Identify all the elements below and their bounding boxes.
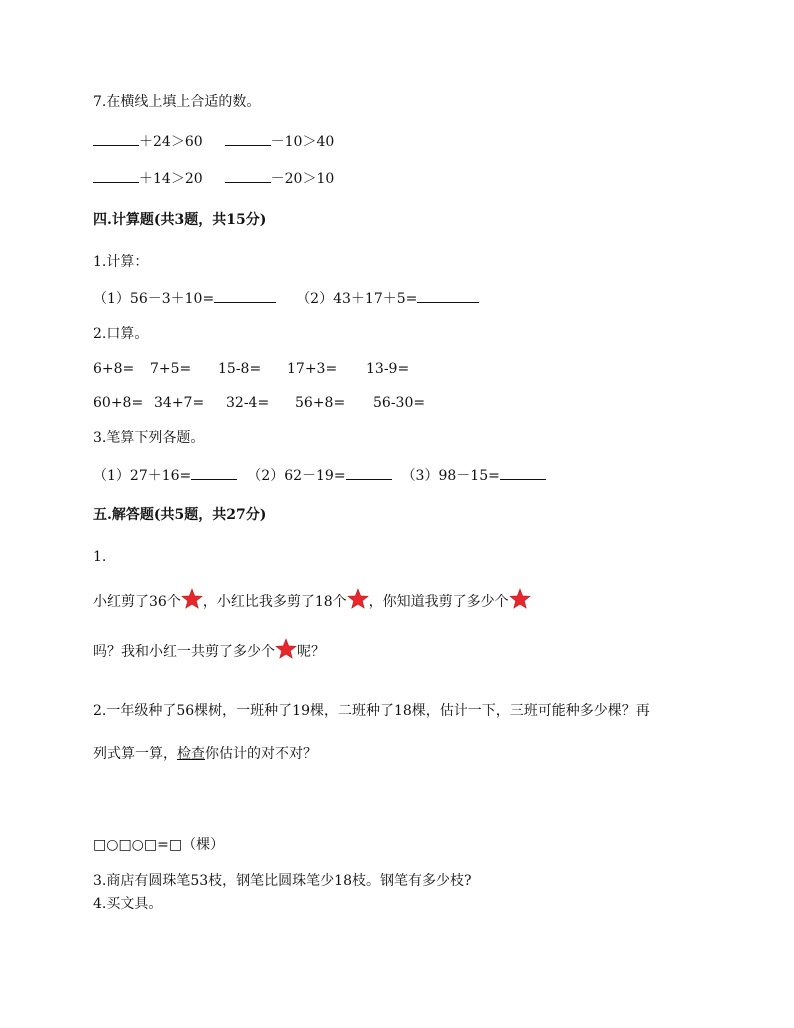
word-q2-text: 你估计的对不对？ [205, 746, 317, 762]
answer-blank[interactable] [225, 168, 271, 183]
calc-q1-title: 1.计算： [93, 254, 149, 270]
word-q2-line-2 [93, 744, 317, 764]
word-q2-underlined: 检查 [177, 746, 205, 762]
mental-item: 60+8= [93, 395, 144, 411]
calc-q3-b: （2）62－19= [247, 468, 346, 484]
calc-q1-row [93, 288, 479, 309]
calc-q3-title: 3.笔算下列各题。 [93, 430, 205, 446]
word-q2-line-1: 2.一年级种了56棵树，一班种了19棵，二班种了18棵，估计一下，三班可能种多少棵？再 [93, 703, 650, 719]
word-q1-text: 吗？我和小红一共剪了多少个 [93, 644, 275, 660]
star-icon [181, 588, 203, 616]
section-5-heading: 五.解答题(共5题，共27分) [93, 507, 267, 523]
calc-q1-a: （1）56－3＋10= [93, 291, 215, 307]
word-q1-line-2 [93, 638, 325, 666]
answer-blank[interactable] [93, 131, 139, 146]
mental-item: 13-9= [366, 361, 410, 377]
answer-blank[interactable] [500, 465, 546, 480]
mental-item: 56+8= [295, 395, 346, 411]
mental-item: 6+8= [93, 361, 135, 377]
word-q1-text: 小红剪了36个 [93, 594, 181, 610]
mental-item: 32-4= [226, 395, 270, 411]
q7-expr-1a: ＋24＞60 [139, 134, 203, 150]
q7-row-1 [93, 131, 334, 152]
q7-expr-1b: －10＞40 [270, 134, 335, 150]
calc-q2-title: 2.口算。 [93, 326, 149, 342]
mental-item: 7+5= [150, 361, 192, 377]
mental-item: 15-8= [218, 361, 262, 377]
word-q1-text: 呢？ [297, 644, 325, 660]
mental-item: 17+3= [287, 361, 338, 377]
mental-item: 56-30= [373, 395, 426, 411]
answer-blank[interactable] [93, 168, 139, 183]
word-q4: 4.买文具。 [93, 896, 163, 912]
q7-row-2 [93, 168, 334, 189]
calc-q3-c: （3）98－15= [401, 468, 500, 484]
answer-blank[interactable] [417, 288, 479, 303]
answer-blank[interactable] [214, 288, 276, 303]
star-icon [509, 588, 531, 616]
star-icon [275, 638, 297, 666]
answer-blank[interactable] [225, 131, 271, 146]
mental-item: 34+7= [154, 395, 205, 411]
word-q1-text: ，你知道我剪了多少个 [368, 594, 509, 610]
word-q1-line-1 [93, 588, 531, 616]
word-q3: 3.商店有圆珠笔53枝，钢笔比圆珠笔少18枝。钢笔有多少枝? [93, 873, 472, 889]
answer-blank[interactable] [191, 465, 237, 480]
q7-title: 7.在横线上填上合适的数。 [93, 94, 261, 110]
word-q2-formula: □○□○□=□（棵） [93, 837, 225, 853]
q7-expr-2b: －20＞10 [270, 171, 335, 187]
calc-q1-b: （2）43＋17＋5= [296, 291, 418, 307]
calc-q3-row [93, 465, 546, 486]
word-q1-number: 1. [93, 549, 107, 565]
word-q2-text: 列式算一算， [93, 746, 177, 762]
q7-expr-2a: ＋14＞20 [139, 171, 203, 187]
word-q1-text: ，小红比我多剪了18个 [202, 594, 347, 610]
section-4-heading: 四.计算题(共3题，共15分) [93, 212, 267, 228]
answer-blank[interactable] [346, 465, 392, 480]
star-icon [347, 588, 369, 616]
calc-q3-a: （1）27＋16= [93, 468, 192, 484]
